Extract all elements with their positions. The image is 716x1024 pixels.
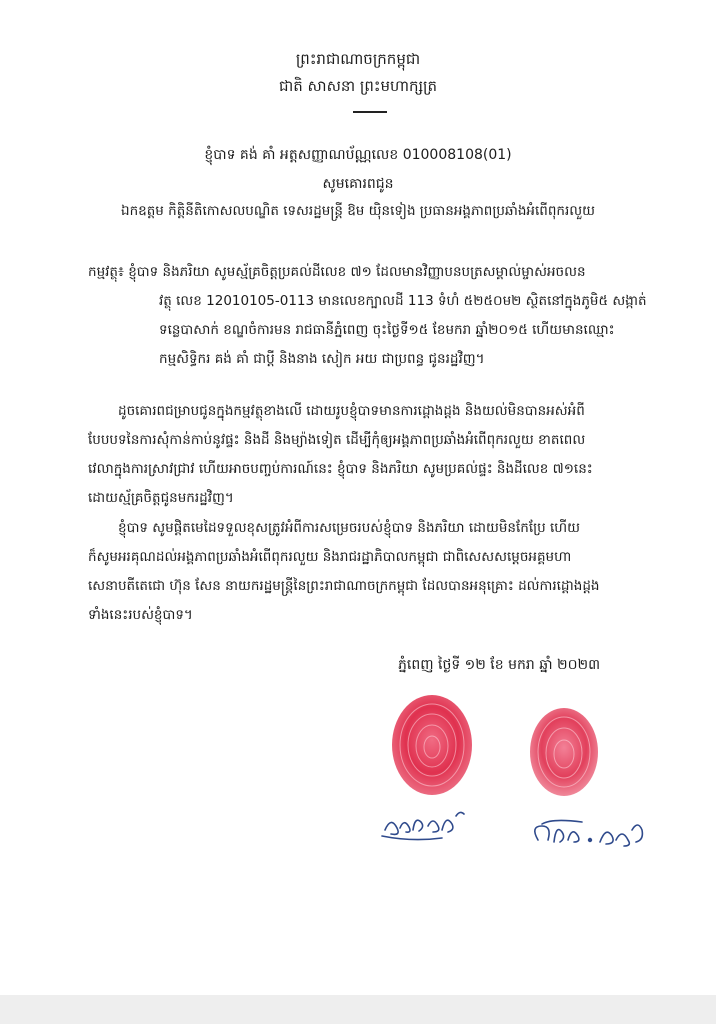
date-line: ភ្នំពេញ ថ្ងៃទី ១២ ខែ មករា ឆ្នាំ ២០២៣ [398,657,601,673]
subject-line: ទន្លេបាសាក់ ខណ្ឌចំការមន រាជធានីភ្នំពេញ ចុះថ្ងៃទី១៥ ខែមករា ឆ្នាំ២០១៥ ហើយមានឈ្មោះ [159,322,615,338]
subject-line: កម្មវត្ថុ៖ ខ្ញុំបាទ និងភរិយា សូមស្ម័គ្រចិត្តប្រគល់ដីលេខ ៧១ ដែលមានវិញ្ញាបនបត្រសម្គាល់ម្ចាស់អចលន [88,264,586,280]
body-line: ទាំងនេះរបស់ខ្ញុំបាទ។ [88,607,193,623]
recipient-line: ឯកឧត្តម កិត្តិនីតិកោសលបណ្ឌិត ទេសរដ្ឋមន្ត្រី ឱម យ៉ិនទៀង ប្រធានអង្គភាពប្រឆាំងអំពើពុករលួយ [121,203,595,219]
body-line: សេនាបតីតេជោ ហ៊ុន សែន នាយករដ្ឋមន្ត្រីនៃព្រះរាជាណាចក្រកម្ពុជា ដែលបានអនុគ្រោះ ដល់ការដ្ដោងដ្ដង [88,578,600,594]
kingdom-heading: ព្រះរាជាណាចក្រកម្ពុជា [295,50,421,68]
right-signatory [520,700,670,870]
body-line: ដោយស្ម័គ្រចិត្តជូនមករដ្ឋវិញ។ [88,490,234,506]
bottom-margin [0,995,716,1024]
body-line: ខ្ញុំបាទ សូមផ្ដិតមេដៃទទួលខុសត្រូវអំពីការសម្រេចរបស់ខ្ញុំបាទ និងភរិយា ដោយមិនកែប្រែ ហើយ [118,520,580,536]
body-line: បែបបទនៃការសុំកាន់កាប់នូវផ្ទះ និងដី និងម្យ៉ាងទៀត ដើម្បីកុំឲ្យអង្គភាពប្រឆាំងអំពើពុករលួយ ខាតពេល [88,432,586,448]
body-line: ដូចគោរពជម្រាបជូនក្នុងកម្មវត្ថុខាងលើ ដោយរូបខ្ញុំបាទមានការដ្ដោងដ្ដង និងយល់មិនបានអស់អំពី [118,403,585,419]
subject-line: កម្មសិទ្ធិករ គង់ គាំ ជាប្ដី និងនាង សៀក អយ ជាប្រពន្ធ ជូនរដ្ឋវិញ។ [159,351,485,367]
left-signatory [380,690,490,870]
header-divider [353,111,387,113]
subject-line: វត្ថុ លេខ 12010105-0113 មានលេខក្បាលដី 113 ទំហំ ៥២៥០ម២ ស្ថិតនៅក្នុងភូមិ៥ សង្កាត់ [159,293,647,309]
respect-line: សូមគោរពជូន [322,176,394,192]
body-line: ក៏សូមអរគុណដល់អង្គភាពប្រឆាំងអំពើពុករលួយ និងរាជរដ្ឋាភិបាលកម្ពុជា ជាពិសេសសម្ដេចអគ្គមហា [88,549,572,565]
left-thumbprint-icon [380,690,490,870]
body-line: វេលាក្នុងការស្រាវជ្រាវ ហើយអាចបញ្ចប់ការណ៍នេះ ខ្ញុំបាទ និងភរិយា សូមប្រគល់ផ្ទះ និងដីលេខ ៧១នេះ [88,461,593,477]
right-thumbprint-icon [520,700,670,870]
sender-line: ខ្ញុំបាទ គង់ គាំ អត្តសញ្ញាណប័ណ្ណលេខ 010008108(01) [204,147,512,163]
motto-heading: ជាតិ សាសនា ព្រះមហាក្សត្រ [278,77,438,95]
